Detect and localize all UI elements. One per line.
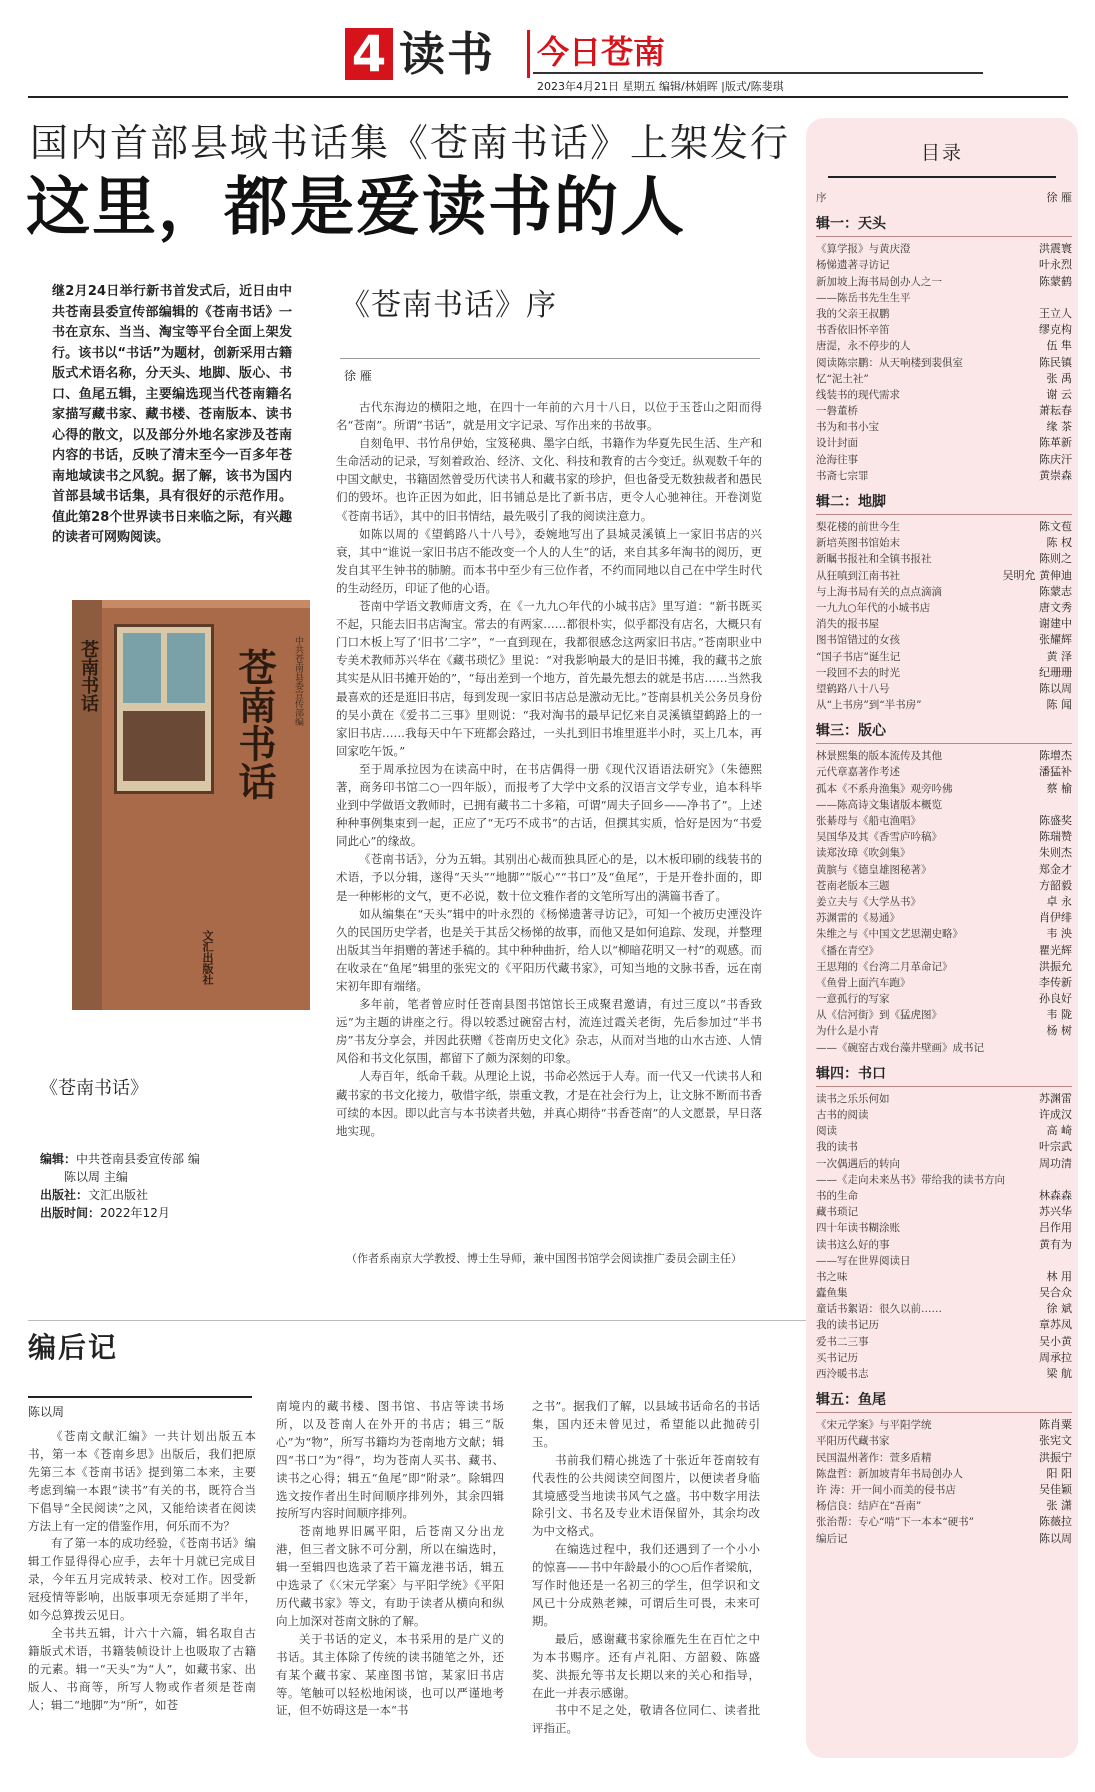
toc-entry-title: 杨信良：结庐在“吾南” [816,1500,922,1513]
toc-list [816,190,1072,1547]
afterword-paragraph: 有了第一本的成功经验，《苍南书话》编辑工作显得得心应手，去年十月就已完成目录，今年五月完成转录、校对工作。因受新冠疫情等影响，出版事项无奈延期了半年，如今总算拨云见日。 [28,1536,256,1623]
preface-paragraph: 人寿百年，纸命千载。从理论上说，书命必然远于人寿。而一代又一代读书人和藏书家的书文化接力，敬惜字纸，崇重文教，才是在社会行为上，让文脉不断而书香可续的本因。即以此言与本书读者共勉，并真心期待“书香苍南”的人文愿景，早日落地实现。 [336,1069,762,1138]
afterword-author: 陈以周 [28,1405,65,1419]
toc-entry-title: 沧海往事 [816,453,858,466]
toc-entry-author: 陈 闻 [1046,698,1072,712]
afterword-column-3 [532,1398,760,1738]
toc-entry [816,241,1072,257]
toc-entry-title: 林景熙集的版本流传及其他 [816,750,942,763]
toc-entry-author: 韦 泱 [1046,927,1072,941]
toc-entry-title: 线装书的现代需求 [816,388,900,401]
afterword-paragraph: 在编选过程中，我们还遇到了一个小小的惊喜——书中年龄最小的○○后作者梁航，写作时他还是一名初三的学生，但学识和文风已十分成熟老辣，可谓后生可畏，未来可期。 [532,1542,760,1628]
afterword-column-1 [28,1428,256,1715]
toc-section-heading: 辑一：天头 [816,216,886,233]
toc-entry-title: 消失的报书屋 [816,618,879,631]
toc-entry [816,781,1072,797]
toc-entry-title: 《算学报》与黄庆澄 [816,243,911,256]
publisher-mark: 文汇出版社 [201,930,214,985]
toc-entry-author: 徐 斌 [1046,1302,1072,1316]
toc-entry [816,910,1072,926]
toc-entry [816,1237,1072,1253]
toc-entry-author: 叶永烈 [1039,258,1072,272]
toc-entry-author: 陈民镇 [1039,355,1072,369]
book-info-value: 2022年12月 [100,1206,170,1220]
issue-meta: 2023年4月21日 星期五 编辑/林娟晖 |版式/陈斐琪 [537,80,784,93]
toc-entry-author: 周功清 [1039,1156,1072,1170]
toc-entry [816,1350,1072,1366]
toc-entry [816,1269,1072,1285]
toc-entry-author: 黄崇森 [1039,468,1072,482]
toc-entry-author: 陈蒙鹤 [1039,274,1072,288]
toc-entry-title: 我的父亲王叔鹏 [816,307,890,320]
toc-entry-author: 张 禹 [1046,371,1072,385]
afterword-paragraph: 全书共五辑，计六十六篇，辑名取自古籍版式术语，书籍装帧设计上也吸取了古籍的元素。辑一“天头”为“人”，如藏书家、出版人、书商等，所写人物或作者须是苍南人；辑二“地脚”为“所”，如苍 [28,1625,256,1712]
toc-entry [816,1188,1072,1204]
toc-entry-title: 序 [816,192,827,204]
book-info-value: 文汇出版社 [88,1188,149,1202]
toc-entry [816,1317,1072,1333]
toc-entry-title: 一九九○年代的小城书店 [816,601,931,614]
toc-entry-title: 为什么是小青 [816,1025,879,1038]
book-info-row [40,1168,280,1186]
toc-entry-author: 吕作用 [1039,1221,1072,1235]
toc-entry [816,468,1072,484]
toc-entry-author: 周承拉 [1039,1350,1072,1364]
toc-entry-author: 陈瑞赞 [1039,830,1072,844]
toc-entry [816,355,1072,371]
toc-entry-title: 四十年读书糊涂账 [816,1222,900,1235]
preface-paragraph: 多年前，笔者曾应时任苍南县图书馆馆长王成聚君邀请，有过三度以“书香致远”为主题的讲座之行。得以较悉过碗窑古村，流连过霞关老街，先后参加过“半书房”书友分享会，并因此获赠《苍南历史文化》杂志，从而对当地的山水古迹、人情风俗和书文化氛围，都留下了颇为深刻的印象。 [336,997,762,1066]
toc-entry [816,1531,1072,1547]
toc-entry-author: 陈以周 [1039,1531,1072,1545]
toc-entry [816,1433,1072,1449]
toc-entry [816,519,1072,535]
toc-entry-title: 图书馆错过的女孩 [816,634,900,647]
page-number: 4 [345,28,393,80]
toc-entry-author: 陈增杰 [1039,749,1072,763]
toc-entry-author: 萧耘春 [1039,404,1072,418]
preface-paragraph: 至于周承拉因为在读高中时，在书店偶得一册《现代汉语语法研究》（朱德熙著，商务印书馆二○一四年版），而报考了大学中文系的汉语言文学专业，追本科毕业到中学做语文教师时，已拥有藏书二十多箱，可谓“周夫子回乡——净书了”。上述种种事例集束到一起，正应了“无巧不成书”的古话，但撰其实质，恰好是因为“书爱同此心”的缘故。 [336,761,762,849]
preface-paragraph: 如陈以周的《望鹤路八十八号》，委婉地写出了县城灵溪镇上一家旧书店的兴衰，其中“谁说一家旧书店不能改变一个人的人生”的话，来自其多年淘书的阅历，更发自其平生钟书的肺腑。而本书中至少有三位作者，不约而同地以自己在中学生时代的生动经历，印证了他的心语。 [336,526,762,595]
toc-entry [816,1139,1072,1155]
toc-entry-title: ——《走向未来丛书》带给我的读书方向 [816,1173,1005,1186]
toc-entry-author: 蔡 榆 [1046,781,1072,795]
afterword-paragraph: 书前我们精心挑选了十张近年苍南较有代表性的公共阅读空间图片，以便读者身临其境感受当地读书风气之盛。书中数字用法除引文、书名及专业术语保留外，其余均改为中文格式。 [532,1452,760,1539]
toc-section-rule [816,236,1072,237]
toc-entry-author: 卓 永 [1046,894,1072,908]
toc-entry-title: 陈盘哲：新加坡青年书局创办人 [816,1467,963,1480]
toc-entry-author: 徐 雁 [1046,191,1072,204]
toc-entry-author: 黄 泽 [1046,649,1072,663]
toc-entry-author: 肖伊绯 [1039,911,1072,925]
book-spine-title: 苍南书话 [78,640,99,712]
toc-entry [816,926,1072,942]
toc-entry [816,1204,1072,1220]
toc-entry [816,1253,1072,1269]
toc-entry-title: 一意孤行的写家 [816,993,890,1006]
toc-entry [816,894,1072,910]
preface-body [336,398,762,1140]
toc-entry [816,665,1072,681]
table-of-contents [806,118,1078,1758]
toc-entry-author: 孙良好 [1039,992,1072,1006]
toc-entry-title: 黄膑与《德皇雄图秘著》 [816,863,932,876]
toc-entry-author: 陈则之 [1039,552,1072,566]
toc-entry-title: 新瞩书报社和全镇书报社 [816,553,932,566]
toc-entry-title: 姜立夫与《大学丛书》 [816,895,921,908]
toc-section-rule [816,1086,1072,1087]
toc-entry-author: 章苏凤 [1039,1318,1072,1332]
toc-entry-title: 《宋元学案》与平阳学统 [816,1419,932,1432]
toc-entry-author: 杨 树 [1046,1024,1072,1038]
toc-entry-title: 读书这么好的事 [816,1238,890,1251]
toc-entry-author: 朱则杰 [1039,846,1072,860]
toc-entry-author: 张宪文 [1039,1434,1072,1448]
toc-entry-title: 古书的阅读 [816,1109,869,1121]
toc-entry-title: 买书记历 [816,1351,858,1364]
book-info-value: 中共苍南县委宣传部 编 [76,1152,200,1166]
toc-entry-title: 童话书絮语：很久以前…… [816,1303,942,1316]
toc-entry [816,452,1072,468]
toc-entry [816,1107,1072,1123]
toc-entry [816,290,1072,306]
toc-entry [816,1466,1072,1482]
toc-entry-title: 从“上书房”到“半书房” [816,699,922,712]
toc-entry-title: 爱书二三事 [816,1335,869,1348]
book-info-row [40,1186,280,1204]
toc-title-rule [828,176,1056,178]
preface-paragraph: 自刻龟甲、书竹帛伊始，宝笈秘典、墨字白纸，书籍作为华夏先民生活、生产和生命活动的记录，写刻着政治、经济、文化、科技和教育的古今变迁。纵观数千年的中国文献史，书籍固然曾受历代读书人和藏书家的珍护，但也备受无数独裁者和愚民们的毁坏。也许正因为如此，旧书铺总是比了新书店，更令人心驰神往。开卷浏览《苍南书话》，其中的旧书情结，最先吸引了我的阅读注意力。 [336,436,762,523]
toc-entry-author: 唐文秀 [1039,600,1072,614]
toc-entry-author: 吴合众 [1039,1286,1072,1300]
toc-entry [816,1417,1072,1433]
toc-entry-author: 陈以周 [1039,681,1072,695]
toc-entry [816,403,1072,419]
toc-entry-title: 苍南老版本三题 [816,879,890,892]
toc-entry-author: 陈肖粟 [1039,1418,1072,1432]
toc-entry-title: 朱维之与《中国文艺思潮史略》 [816,928,963,941]
preface-paragraph: 苍南中学语文教师唐文秀，在《一九九○年代的小城书店》里写道：“新书既买不起，只能去旧书店淘宝。常去的有两家……都很朴实，似乎都没有店名，大概只有门口木板上写了‘旧书’二字”，“一直到现在，我都很感念这两家旧书店。”苍南职业中专美术教师苏兴华在《藏书琐忆》里说：“对我影响最大的是旧书摊，我的藏书之旅其实是从旧书摊开始的”，“每出差到一个地方，首先最先想去的就是书店……当然我最喜欢的还是逛旧书店，每到发现一家旧书店总是激动无比。”苍南县机关公务员身份的吴小黄在《爱书二三事》里则说：“我对淘书的最早记忆来自灵溪镇望鹤路上的一家旧书店……我每天中午下班都会路过，一头扎到旧书堆里逛半小时，买上几本，再回家吃午饭。” [336,599,762,758]
toc-entry-author: 吴明允 黄伸迪 [1002,568,1072,582]
toc-entry-title: 望鹤路八十八号 [816,682,890,695]
book-info-row [40,1204,280,1222]
toc-entry-author: 瞿光辉 [1039,943,1072,957]
book-cover-image [72,600,310,1010]
toc-entry [816,813,1072,829]
toc-entry [816,632,1072,648]
toc-entry-author: 韦 陇 [1046,1008,1072,1022]
toc-section-heading: 辑三：版心 [816,723,886,740]
toc-entry-author: 方韶毅 [1039,878,1072,892]
toc-entry-title: 编后记 [816,1532,848,1545]
toc-entry-author: 洪振允 [1039,959,1072,973]
toc-entry-author: 黄有为 [1039,1237,1072,1251]
book-info [40,1150,280,1222]
book-top-edge [102,600,310,608]
toc-title: 目录 [920,142,963,164]
book-front [102,600,310,1010]
afterword-paragraph: 最后，感谢藏书家徐雁先生在百忙之中为本书赐序。还有卢礼阳、方韶毅、陈盛奖、洪振允等书友长期以来的关心和指导，在此一并表示感谢。 [532,1631,760,1700]
toc-section-rule [816,514,1072,515]
toc-entry-title: 一次偶遇后的转向 [816,1157,900,1170]
toc-entry [816,1285,1072,1301]
toc-entry-title: 书香依旧怀辛笛 [816,324,890,337]
toc-entry-author: 缘 茶 [1046,420,1072,434]
toc-entry-title: ——写在世界阅读日 [816,1254,911,1267]
toc-entry [816,1007,1072,1023]
book-spine [72,600,102,1010]
afterword-paragraph: 南境内的藏书楼、图书馆、书店等读书场所，以及苍南人在外开的书店；辑三“版心”为“物”，所写书籍均为苍南地方文献；辑四“书口”为“得”，均为苍南人买书、藏书、读书之心得；辑五“鱼尾”即“附录”。除辑四选文按作者出生时间顺序排列外，其余四辑按所写内容时间顺序排列。 [276,1399,504,1521]
toc-entry [816,1334,1072,1350]
top-rule [28,96,1068,98]
afterword-column-2 [276,1398,504,1720]
toc-entry-title: 我的读书记历 [816,1319,879,1332]
book-info-key: 出版社： [40,1188,89,1202]
toc-entry-author: 苏渊雷 [1039,1091,1072,1105]
preface-paragraph: 《苍南书话》，分为五辑。其别出心裁而独具匠心的是，以木板印刷的线装书的术语，予以分辑，遂得“天头”“地脚”“版心”“书口”及“鱼尾”，于是开卷扑面的，即是一种彬彬的文气，更不必说，数十位文雅作者的文笔所写出的满篇书香了。 [336,852,762,903]
toc-entry [816,1040,1072,1056]
book-cover-editor: 中共苍南县委宣传部编 [293,636,303,726]
book-cover-title: 苍南书话 [232,648,277,800]
toc-entry-author: 王立人 [1039,306,1072,320]
toc-entry-author: 陈盛奖 [1039,814,1072,827]
toc-entry [816,535,1072,551]
toc-entry-title: 阅读陈宗鹏：从天响楼到裴俱室 [816,356,963,369]
toc-entry [816,551,1072,567]
toc-entry [816,748,1072,764]
intro-paragraph: 继2月24日举行新书首发式后，近日由中共苍南县委宣传部编辑的《苍南书话》一书在京东、当当、淘宝等平台全面上架发行。该书以“书话”为题材，创新采用古籍版式术语名称，分天头、地脚、版心、书口、鱼尾五辑，主要编选现当代苍南籍名家描写藏书家、藏书楼、苍南版本、读书心得的散文，以及部分外地名家涉及苍南内容的书话，反映了清末至今一百多年苍南地域读书之风貌。据了解，该书为国内首部县域书话集，具有很好的示范作用。值此第28个世界读书日来临之际，有兴趣的读者可网购阅读。 [52,284,292,545]
toc-section-heading: 辑五：鱼尾 [816,1392,886,1409]
toc-entry [816,387,1072,403]
afterword-title: 编后记 [28,1331,119,1364]
toc-entry-title: 设计封面 [816,437,858,450]
book-caption: 《苍南书话》 [40,1078,148,1099]
toc-entry-title: 忆“泥土社” [816,372,869,385]
preface-rule [340,358,760,359]
afterword-paragraph: 关于书话的定义，本书采用的是广义的书话。其主体除了传统的读书随笔之外，还有某个藏书家、某座图书馆，某家旧书店等。笔触可以轻松地闲谈，也可以严谨地考证，但不妨碍这是一本“书 [276,1631,504,1718]
toc-entry [816,371,1072,387]
afterword-paragraph: 书中不足之处，敬请各位同仁、读者批评指正。 [532,1703,760,1736]
toc-entry-author: 吴佳颖 [1039,1482,1072,1496]
section-divider [28,1320,808,1321]
toc-entry-author: 纪珊珊 [1039,665,1072,679]
toc-entry-title: 读书之乐乐何如 [816,1092,890,1105]
toc-entry [816,1366,1072,1382]
toc-entry-title: 新加坡上海书局创办人之一 [816,275,942,288]
afterword-rule [28,1396,252,1398]
toc-entry [816,1498,1072,1514]
toc-entry [816,1220,1072,1236]
preface-paragraph: 如从编集在“天头”辑中的叶永烈的《杨悌遗著寻访记》，可知一个被历史湮没许久的民国历史学者，也是关于其岳父杨悌的故事，而他又是如何追踪、发现，并整理出版其当年捐赠的著述手稿的。其中种种曲折，给人以“柳暗花明又一村”的观感。而在收录在“鱼尾”辑里的张宪文的《平阳历代藏书家》，可知当地的文脉书香，远在南宋初年即有端绪。 [336,906,762,993]
toc-entry-title: 蠹鱼集 [816,1287,848,1300]
toc-entry-author: 陈文苞 [1039,520,1072,533]
toc-entry [816,1514,1072,1530]
toc-entry-author: 林 用 [1046,1269,1072,1283]
toc-entry-title: 读郑汝璋《吹剑集》 [816,847,911,860]
toc-entry-title: 阅读 [816,1125,837,1138]
toc-entry-author: 李传新 [1039,975,1072,989]
toc-entry [816,991,1072,1007]
toc-entry-author: 伍 隼 [1046,339,1072,353]
toc-entry-author: 梁 航 [1046,1367,1072,1380]
toc-entry-title: 藏书琐记 [816,1206,858,1219]
toc-entry [816,600,1072,616]
toc-entry-author: 陈庆汗 [1039,452,1072,466]
toc-entry [816,1482,1072,1498]
toc-section-heading: 辑四：书口 [816,1065,886,1082]
toc-entry-title: 我的读书 [816,1141,858,1154]
toc-entry [816,1023,1072,1039]
toc-entry-author: 陈 权 [1046,536,1072,550]
toc-entry [816,845,1072,861]
toc-section-heading: 辑二：地脚 [816,494,886,510]
book-info-key: 编辑： [40,1152,77,1166]
afterword-paragraph: 之书”。据我们了解，以县域书话命名的书话集，国内还未曾见过，希望能以此抛砖引玉。 [532,1399,760,1449]
toc-entry [816,943,1072,959]
toc-entry-title: 与上海书局有关的点点滴滴 [816,585,942,598]
toc-entry [816,190,1072,206]
toc-entry [816,764,1072,780]
toc-entry-title: 书为和书小宝 [816,421,879,434]
toc-entry-title: 梨花楼的前世今生 [816,521,900,533]
toc-entry-title: 新培英图书馆始末 [816,537,900,550]
toc-entry-title: 西泠暖书志 [816,1368,869,1380]
toc-entry-title: 元代章嘉著作考述 [816,766,900,779]
preface-title: 《苍南书话》序 [340,288,557,323]
window-illustration [114,624,214,794]
afterword-paragraph: 《苍南文献汇编》一共计划出版五本书，第一本《苍南乡思》出版后，我们把原先第三本《苍南书话》提到第二本来，主要考虑到编一本跟“读书”有关的书，既符合当下倡导“全民阅读”之风，又能给读者在阅读方法上有一定的借鉴作用，何乐而不为？ [28,1429,256,1533]
masthead-rule [533,72,983,74]
newspaper-logo: 今日苍南 [537,33,666,71]
toc-entry-title: 王思翔的《台湾二月革命记》 [816,960,953,973]
toc-entry [816,257,1072,273]
toc-entry [816,649,1072,665]
toc-entry [816,1172,1072,1188]
toc-entry [816,1301,1072,1317]
toc-entry [816,1123,1072,1139]
toc-entry-title: 孤本《不系舟渔集》观旁吟佛 [816,782,953,795]
book-info-value: 陈以周 主编 [64,1170,128,1184]
preface-paragraph: 古代东海边的横阳之地，在四十一年前的六月十八日，以位于玉苍山之阳而得名“苍南”。所谓“书话”，就是用文字记录、写作出来的书故事。 [336,400,762,433]
toc-entry [816,584,1072,600]
toc-entry-title: 苏渊雷的《易通》 [816,912,900,925]
toc-entry [816,681,1072,697]
toc-entry-title: 张綦母与《船屯渔唱》 [816,815,921,827]
toc-entry [816,419,1072,435]
toc-entry [816,975,1072,991]
toc-entry [816,1450,1072,1466]
toc-entry-title: 书的生命 [816,1189,858,1202]
toc-entry [816,862,1072,878]
toc-entry [816,616,1072,632]
toc-entry-title: “国子书店”诞生记 [816,650,901,663]
toc-entry-author: 高 崎 [1046,1124,1072,1138]
toc-entry-title: 张治帮：专心“啃”下一本本“硬书” [816,1516,974,1529]
toc-entry-author: 洪振宁 [1039,1450,1072,1464]
toc-entry-author: 林森森 [1039,1188,1072,1202]
toc-entry-author: 叶宗武 [1039,1140,1072,1154]
preface-author: 徐 雁 [344,369,372,383]
toc-entry-title: 从狂嗔到江南书社 [816,569,900,582]
toc-entry [816,322,1072,338]
toc-entry-title: ——《碗窑古戏台藻井壁画》成书记 [816,1041,984,1054]
toc-entry-title: 从《信河街》到《猛虎图》 [816,1009,942,1022]
toc-section-rule [816,743,1072,744]
toc-entry-author: 谢 云 [1046,387,1072,401]
toc-entry-author: 苏兴华 [1039,1205,1072,1219]
masthead [345,25,985,93]
toc-entry-title: 平阳历代藏书家 [816,1435,890,1448]
toc-entry-author: 陈革新 [1039,436,1072,450]
toc-entry-title: 民国温州著作：萱多盾精 [816,1451,932,1464]
headline-subtitle: 国内首部县域书话集《苍南书话》上架发行 [30,121,791,165]
toc-entry [816,338,1072,354]
toc-entry-author: 吴小黄 [1039,1334,1072,1348]
toc-entry [816,1156,1072,1172]
toc-entry [816,1091,1072,1107]
toc-entry-author: 潘猛补 [1039,765,1072,779]
toc-entry-title: 一段回不去的时光 [816,666,900,679]
section-name: 读书 [399,27,495,81]
toc-entry-title: 书之味 [816,1270,848,1283]
toc-entry [816,959,1072,975]
toc-entry-author: 张耀辉 [1039,633,1072,647]
toc-entry-title: ——陈岳书先生生平 [816,291,911,304]
toc-entry [816,306,1072,322]
toc-entry-title: 吴国华及其《香雪庐吟稿》 [816,831,942,844]
preface-author-note: （作者系南京大学教授、博士生导师，兼中国图书馆学会阅读推广委员会副主任） [346,1252,742,1265]
toc-entry [816,797,1072,813]
toc-entry-author: 郑金才 [1039,862,1072,876]
toc-entry-title: 杨悌遗著寻访记 [816,259,890,272]
toc-entry-author: 许成汉 [1039,1108,1072,1121]
toc-section-rule [816,1412,1072,1413]
toc-entry-author: 谢建中 [1039,617,1072,631]
toc-entry [816,568,1072,584]
toc-entry-title: 一磐董桥 [816,405,858,418]
toc-entry-title: 许 涛：开一间小而美的侵书店 [816,1483,956,1496]
toc-entry-title: 《播在青空》 [816,944,879,957]
toc-entry-author: 缪克构 [1039,323,1072,337]
toc-entry [816,878,1072,894]
toc-entry-author: 陈蒙志 [1039,584,1072,598]
toc-entry-title: 《鱼骨上面汽车跑》 [816,976,911,989]
toc-entry [816,274,1072,290]
book-info-row [40,1150,280,1168]
headline-title: 这里，都是爱读书的人 [26,171,686,245]
toc-entry-title: 书斋七宗罪 [816,469,869,482]
toc-entry-author: 陈薇拉 [1039,1515,1072,1529]
book-info-key: 出版时间： [40,1206,101,1220]
masthead-divider [527,30,530,78]
toc-entry [816,829,1072,845]
toc-entry-author: 阳 阳 [1046,1466,1072,1480]
toc-entry [816,435,1072,451]
toc-entry-author: 洪震寰 [1039,242,1072,256]
toc-entry [816,697,1072,713]
afterword-paragraph: 苍南地界旧属平阳，后苍南又分出龙港，但三者文脉不可分割，所以在编选时，辑一至辑四也选录了若干篇龙港书话，辑五中选录了《〈宋元学案〉与平阳学统》《平阳历代藏书家》等文，有助于读者从横向和纵向上加深对苍南文脉的了解。 [276,1524,504,1628]
toc-entry-title: 唐湜，永不停步的人 [816,340,911,353]
toc-entry-title: ——陈高诗文集诸版本概览 [816,798,942,811]
toc-entry-author: 张 潇 [1046,1499,1072,1513]
